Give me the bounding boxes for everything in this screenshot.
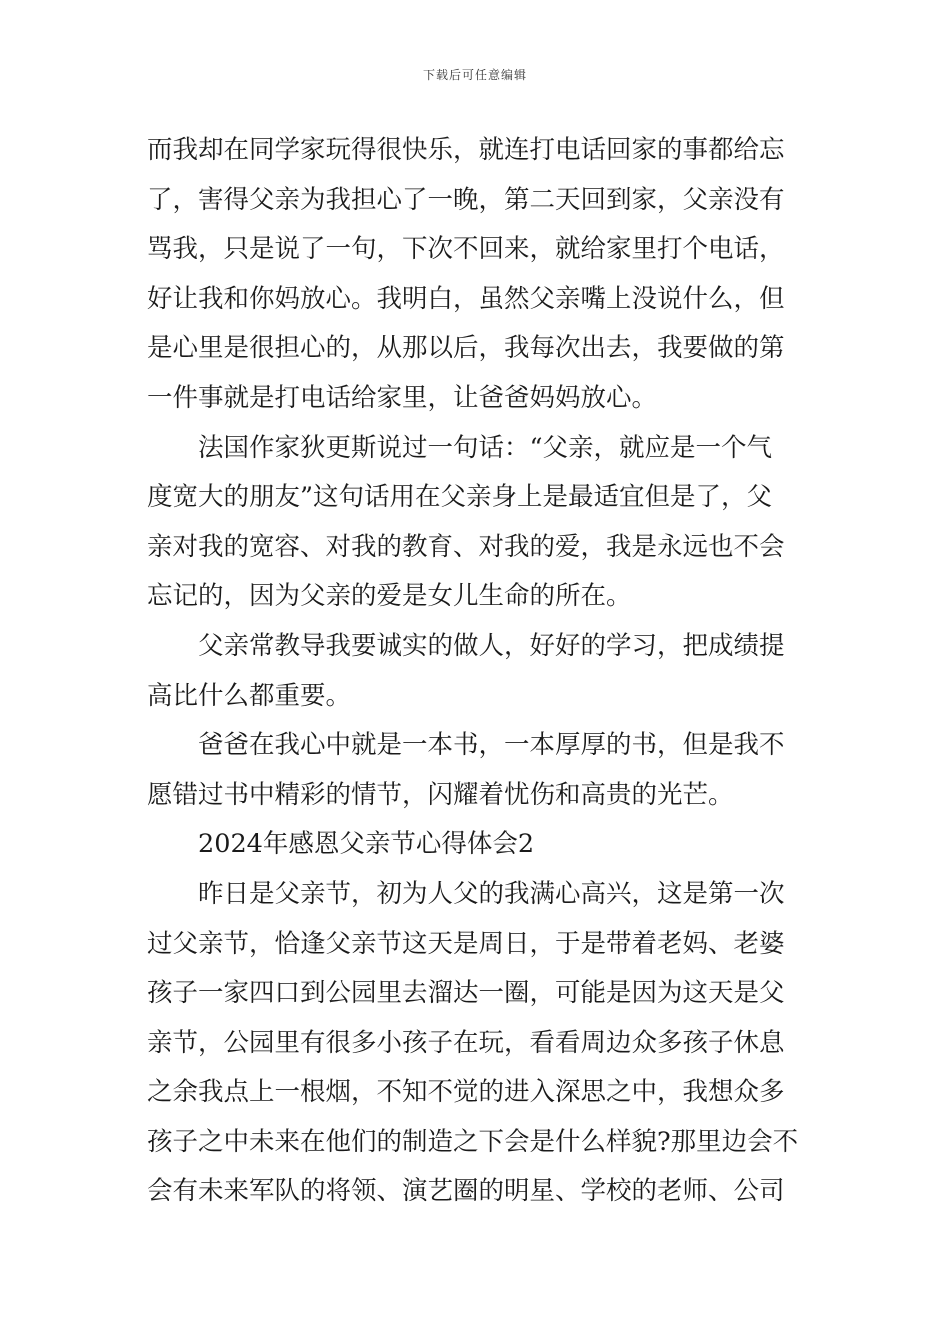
page-header: 下载后可任意编辑 <box>422 68 527 82</box>
text-line: 愿错过书中精彩的情节，闪耀着忧伤和高贵的光芒。 <box>147 779 734 810</box>
text-line: 昨日是父亲节，初为人父的我满心高兴，这是第一次 <box>198 878 785 909</box>
document-body <box>147 126 807 1217</box>
text-line: 好让我和你妈放心。我明白，虽然父亲嘴上没说什么，但 <box>147 283 785 314</box>
text-line: 过父亲节，恰逢父亲节这天是周日，于是带着老妈、老婆 <box>147 928 785 959</box>
text-line: 度宽大的朋友”这句话用在父亲身上是最适宜但是了，父 <box>147 482 773 513</box>
text-line: 之余我点上一根烟，不知不觉的进入深思之中，我想众多 <box>147 1077 785 1108</box>
text-line: 孩子之中未来在他们的制造之下会是什么样貌?那里边会不 <box>147 1126 799 1157</box>
text-line: 会有未来军队的将领、演艺圈的明星、学校的老师、公司 <box>147 1176 785 1207</box>
text-line: 了，害得父亲为我担心了一晚，第二天回到家，父亲没有 <box>147 184 785 215</box>
text-line: 是心里是很担心的，从那以后，我每次出去，我要做的第 <box>147 333 785 364</box>
text-line: 爸爸在我心中就是一本书，一本厚厚的书，但是我不 <box>198 730 785 761</box>
section-heading: 2024年感恩父亲节心得体会2 <box>198 829 535 860</box>
text-line: 孩子一家四口到公园里去溜达一圈，可能是因为这天是父 <box>147 978 785 1009</box>
text-line: 骂我，只是说了一句，下次不回来，就给家里打个电话， <box>147 234 785 265</box>
text-line: 而我却在同学家玩得很快乐，就连打电话回家的事都给忘 <box>147 135 785 165</box>
text-line: 父亲常教导我要诚实的做人，好好的学习，把成绩提 <box>198 630 785 661</box>
text-line: 亲节，公园里有很多小孩子在玩，看看周边众多孩子休息 <box>147 1027 785 1058</box>
text-line: 忘记的，因为父亲的爱是女儿生命的所在。 <box>147 581 632 612</box>
text-line: 亲对我的宽容、对我的教育、对我的爱，我是永远也不会 <box>147 531 785 562</box>
text-line: 一件事就是打电话给家里，让爸爸妈妈放心。 <box>147 382 658 413</box>
text-line: 高比什么都重要。 <box>147 680 352 711</box>
text-line: 法国作家狄更斯说过一句话：“父亲，就应是一个气 <box>198 432 773 463</box>
